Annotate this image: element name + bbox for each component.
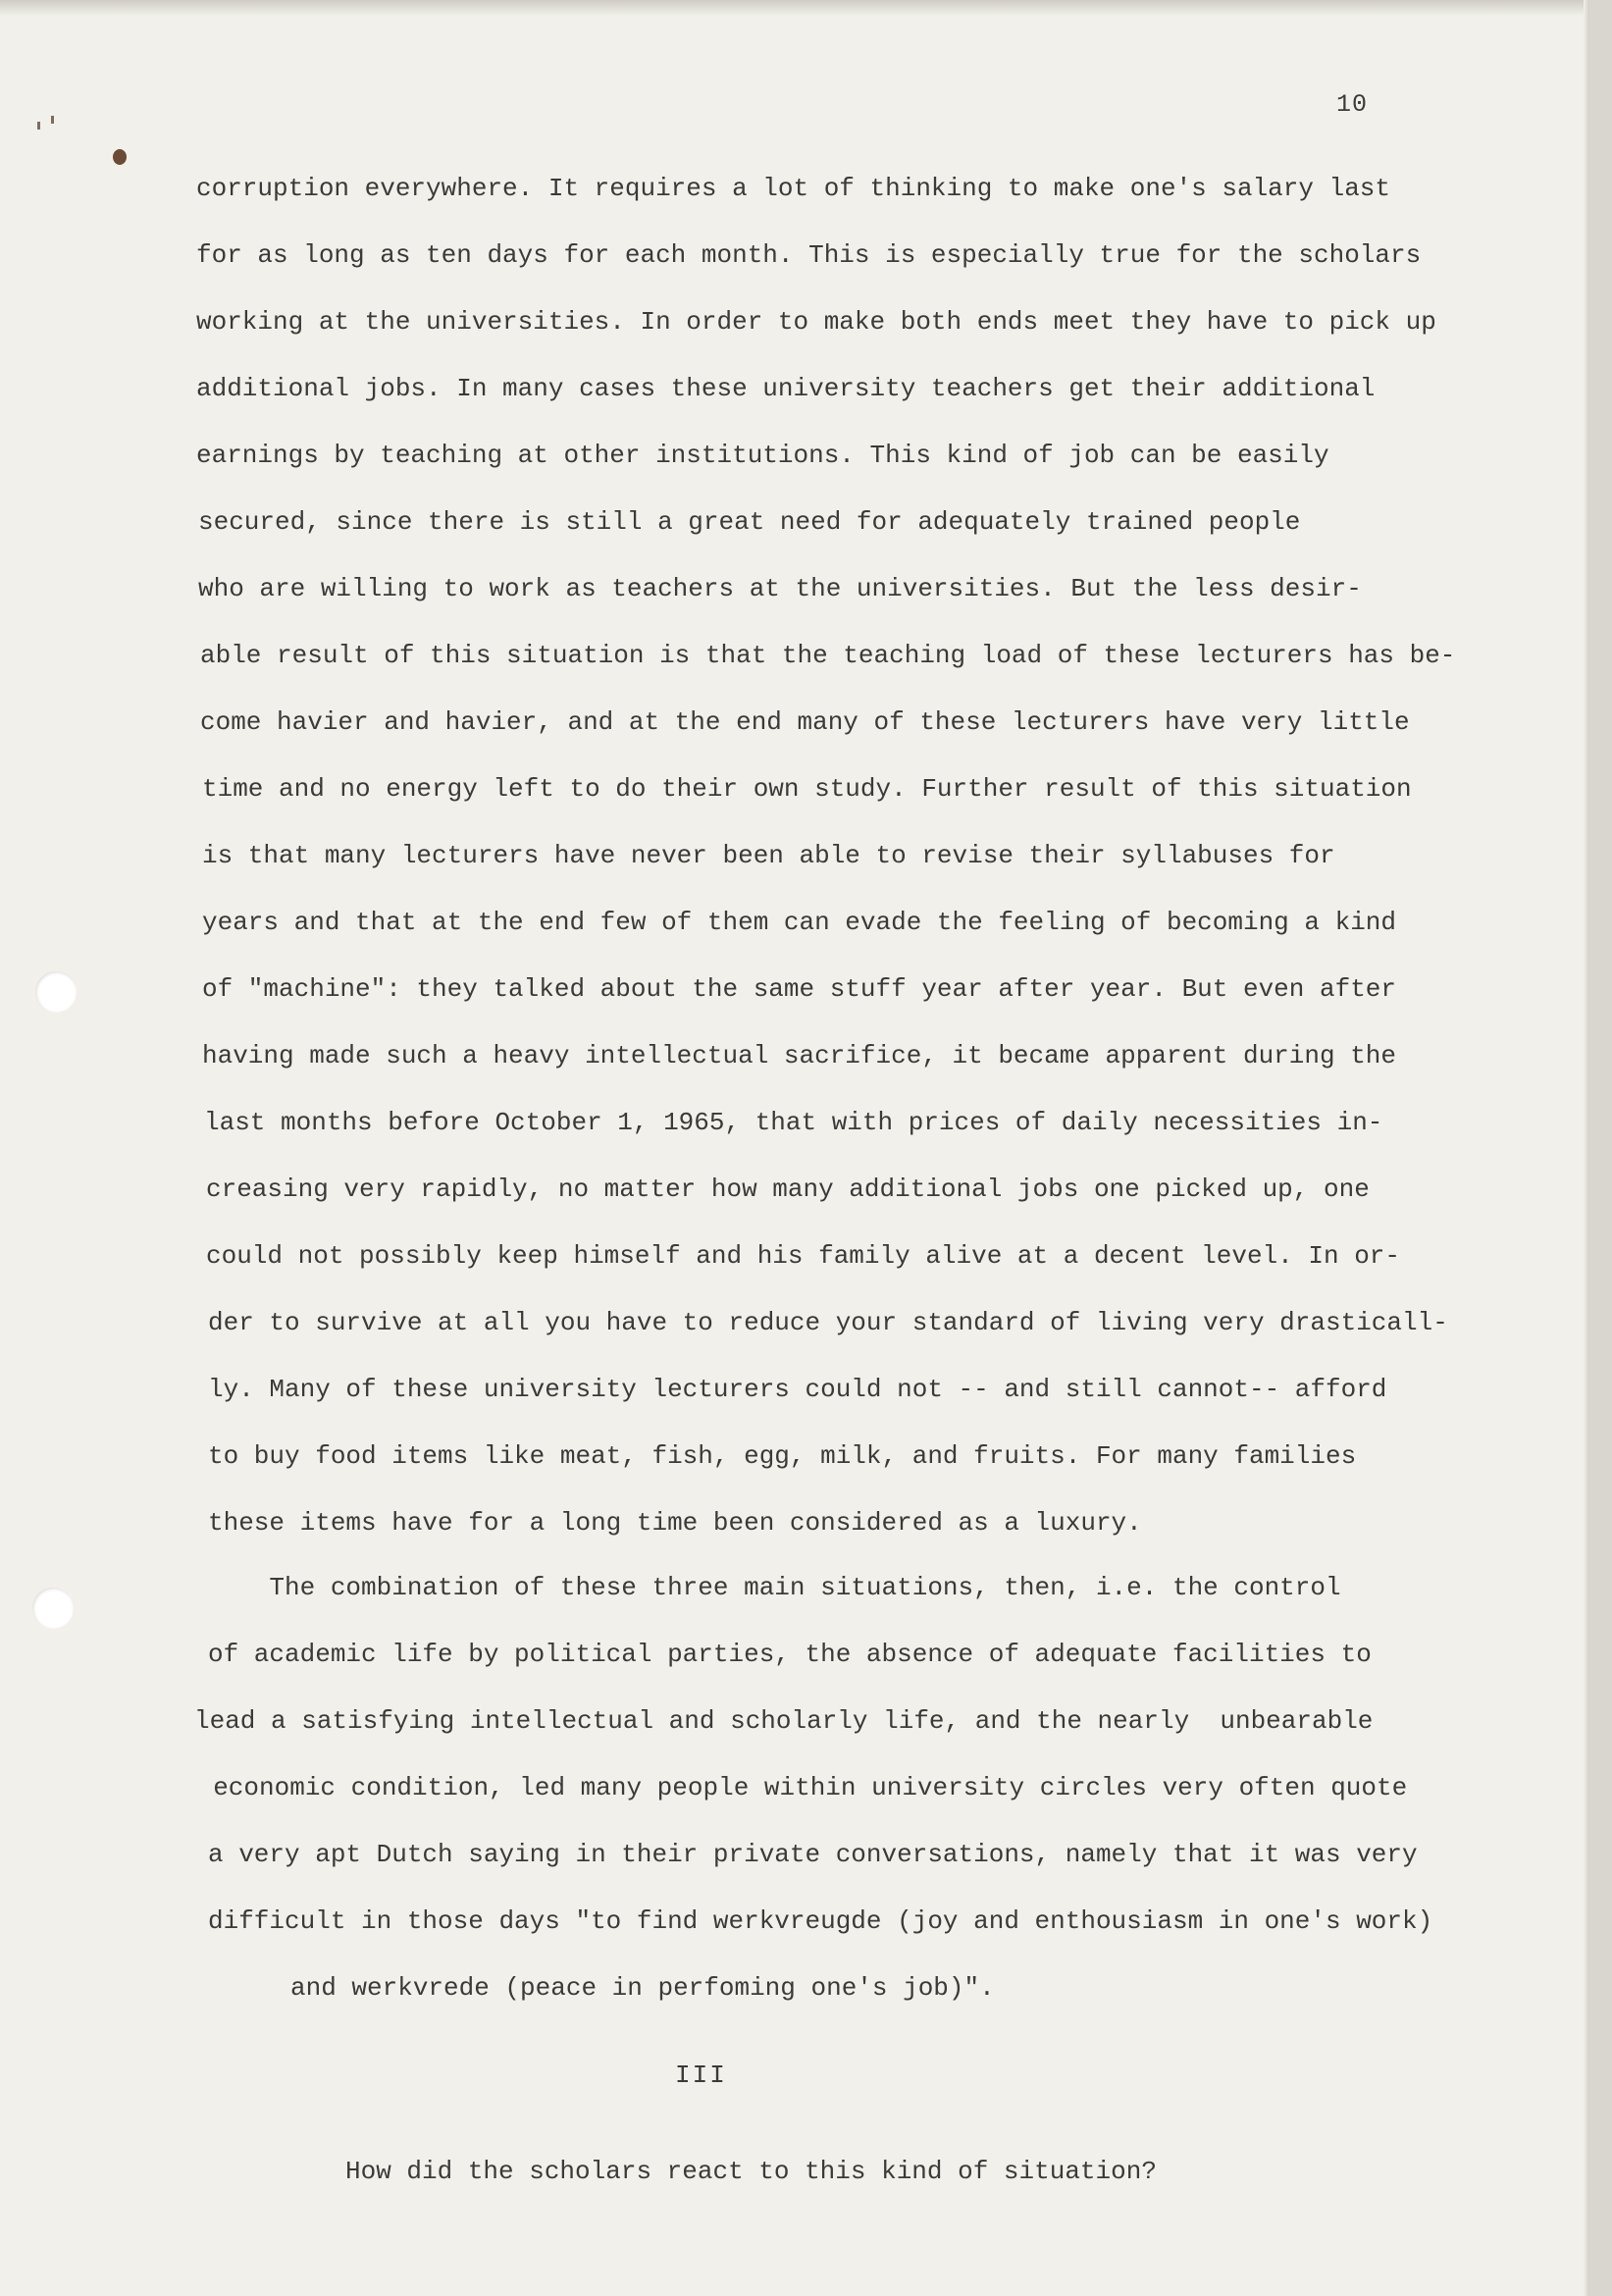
text-line-16: creasing very rapidly, no matter how many additional jobs one picked up, one xyxy=(206,1174,1370,1204)
punch-hole-lower xyxy=(32,1588,74,1629)
text-line-11: is that many lecturers have never been able to revise their syllabuses for xyxy=(202,841,1335,870)
page-number: 10 xyxy=(1336,90,1369,119)
text-line-13: of "machine": they talked about the same stuff year after year. But even after xyxy=(202,974,1396,1004)
text-line-3: working at the universities. In order to make both ends meet they have to pick up xyxy=(196,307,1436,337)
text-line-5: earnings by teaching at other institutions. This kind of job can be easily xyxy=(196,441,1329,470)
text-line-12: years and that at the end few of them can evade the feeling of becoming a kind xyxy=(202,908,1396,937)
text-line-2: for as long as ten days for each month. This is especially true for the scholars xyxy=(196,240,1422,270)
text-line-14: having made such a heavy intellectual sacrifice, it became apparent during the xyxy=(202,1041,1396,1070)
paper-speck xyxy=(37,122,40,130)
text-line-20: to buy food items like meat, fish, egg, milk, and fruits. For many families xyxy=(208,1441,1357,1471)
text-line-1: corruption everywhere. It requires a lot of thinking to make one's salary last xyxy=(196,174,1390,203)
page-top-edge xyxy=(0,0,1589,16)
text-line-21: these items have for a long time been considered as a luxury. xyxy=(208,1508,1142,1538)
text-line-25: economic condition, led many people within university circles very often quote xyxy=(182,1773,1408,1802)
text-line-10: time and no energy left to do their own study. Further result of this situation xyxy=(202,774,1412,804)
paper-speck xyxy=(51,116,54,124)
text-line-22: The combination of these three main situations, then, i.e. the control xyxy=(208,1573,1341,1602)
text-line-8: able result of this situation is that the teaching load of these lecturers has be- xyxy=(200,641,1456,670)
ink-spot xyxy=(113,149,127,165)
closing-question: How did the scholars react to this kind of situation? xyxy=(345,2157,1157,2186)
text-line-23: of academic life by political parties, the absence of adequate facilities to xyxy=(208,1640,1372,1669)
punch-hole-upper xyxy=(35,971,77,1013)
text-line-9: come havier and havier, and at the end many of these lecturers have very little xyxy=(200,707,1410,737)
text-line-28: and werkvrede (peace in perfoming one's job)". xyxy=(290,1973,995,2003)
page-right-shadow xyxy=(1584,0,1589,2296)
text-line-4: additional jobs. In many cases these university teachers get their additional xyxy=(196,374,1376,403)
text-line-17: could not possibly keep himself and his family alive at a decent level. In or- xyxy=(206,1241,1400,1271)
text-line-6: secured, since there is still a great need for adequately trained people xyxy=(198,507,1301,537)
text-line-27: difficult in those days "to find werkvreugde (joy and enthousiasm in one's work) xyxy=(208,1906,1433,1936)
text-line-24: lead a satisfying intellectual and scholarly life, and the nearly unbearable xyxy=(194,1706,1374,1736)
text-line-19: ly. Many of these university lecturers could not -- and still cannot-- afford xyxy=(208,1375,1387,1404)
section-number: III xyxy=(675,2061,727,2090)
text-line-18: der to survive at all you have to reduce your standard of living very drasticall- xyxy=(208,1308,1448,1337)
text-line-15: last months before October 1, 1965, that with prices of daily necessities in- xyxy=(204,1108,1383,1137)
text-line-7: who are willing to work as teachers at the universities. But the less desir- xyxy=(198,574,1362,603)
text-line-26: a very apt Dutch saying in their private conversations, namely that it was very xyxy=(208,1840,1418,1869)
